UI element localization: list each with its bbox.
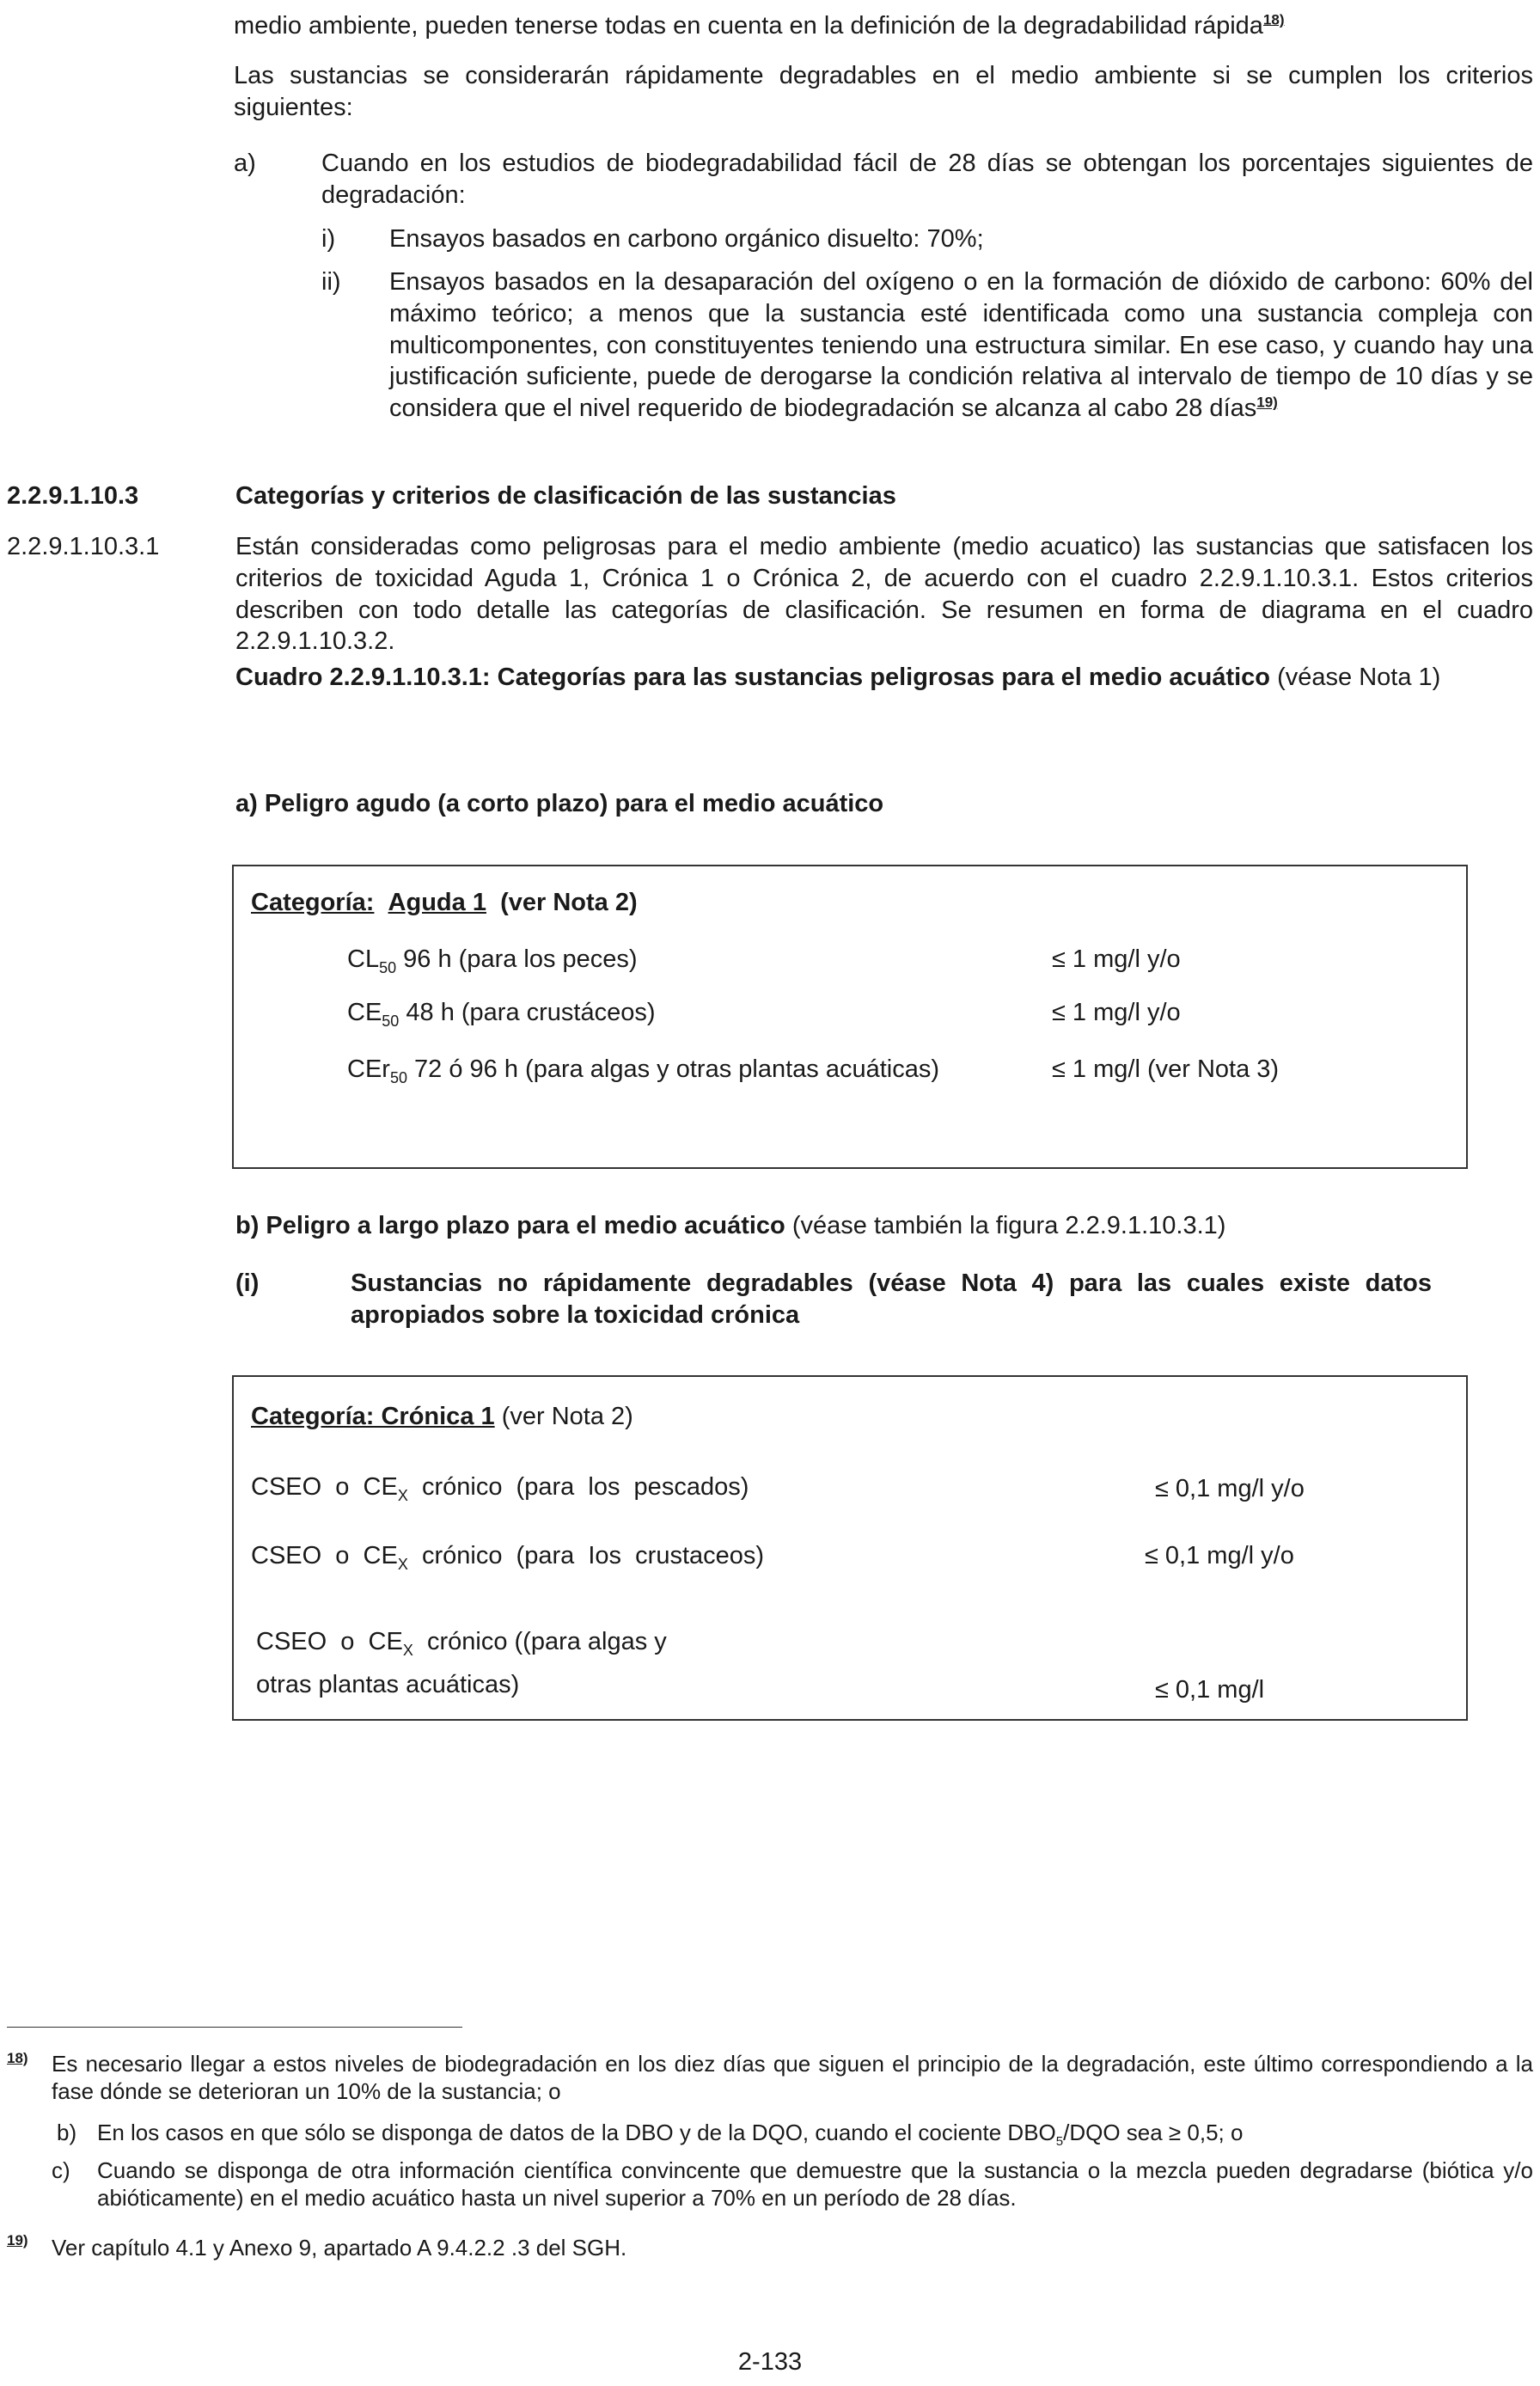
acute-heading: a) Peligro agudo (a corto plazo) para el medio acuático — [235, 790, 884, 817]
chronic-row-2-value: ≤ 0,1 mg/l y/o — [1145, 1540, 1294, 1572]
chronic-category-box — [232, 1375, 1468, 1721]
leq-icon: ≤ — [1052, 999, 1066, 1026]
acute-category-line: Categoría: Aguda 1 (ver Nota 2) — [251, 889, 638, 916]
list-text-ii: Ensayos basados en la desaparación del oxígeno o en la formación de dióxido de carbono: 60% del máximo teórico; a menos que la sustancia esté identificada como una sustancia compleja con multicomponentes, con constituyentes teniendo una estructura similar. En ese caso, y cuando hay una justificación suficiente, puede de derogarse la condición relativa al intervalo de tiempo de 10 días y se considera que el nivel requerido de biodegradación se alcanza al cabo 28 días$^{19)}$ — [389, 268, 1533, 423]
leq-icon: ≤ — [1155, 1676, 1169, 1704]
footnote-separator — [7, 2027, 462, 2028]
list-text-a: Cuando en los estudios de biodegradabilidad fácil de 28 días se obtengan los porcentajes siguientes de degradación: — [321, 150, 1533, 209]
chronic-category-line: Categoría: Crónica 1 (ver Nota 2) — [251, 1403, 633, 1430]
subsection-text: Están consideradas como peligrosas para el medio ambiente (medio acuatico) las sustancias que satisfacen los criterios de toxicidad Aguda 1, Crónica 1 o Crónica 2, de acuerdo con el cuadro 2.2.9.1.10.3.1. Estos criterios describen con todo detalle las categorías de clasificación. Se resumen en forma de diagrama en el cuadro 2.2.9.1.10.3.2. — [235, 533, 1533, 656]
intro-paragraph: Las sustancias se considerarán rápidamente degradables en el medio ambiente si se cumplen los criterios siguientes: — [234, 62, 1533, 121]
chronic-row-3-desc-2: otras plantas acuáticas) — [256, 1671, 520, 1698]
leq-icon: ≤ — [1145, 1542, 1158, 1569]
footnote-18-c-text: Cuando se disponga de otra información científica convincente que demuestre que la sustancia o la mezcla pueden degradarse (biótica y/o abióticamente) en el medio acuático hasta un nivel superior a 70% en un período de 28 días. — [97, 2157, 1533, 2211]
chronic-row-3-value: ≤ 0,1 mg/l — [1155, 1674, 1264, 1706]
subsection-number: 2.2.9.1.10.3.1 — [7, 533, 160, 560]
chronic-row-2-desc: CSEO o $CE_X$ crónico (para Ios crustaceos) — [251, 1542, 765, 1573]
acute-row-1-desc: $CL_{50}$ 96 h (para los peces) — [347, 945, 638, 976]
section-number: 2.2.9.1.10.3 — [7, 482, 139, 510]
chronic-i-text: Sustancias no rápidamente degradables (véase Nota 4) para las cuales existe datos apropiados sobre la toxicidad crónica — [351, 1269, 1432, 1329]
footnote-18-b-label: b) — [57, 2120, 77, 2145]
list-label-a: a) — [234, 150, 256, 177]
chronic-row-1-value: ≤ 0,1 mg/l y/o — [1155, 1473, 1305, 1505]
list-label-i: i) — [321, 225, 336, 253]
leq-icon: ≤ — [1052, 1055, 1066, 1083]
intro-line: medio ambiente, pueden tenerse todas en cuenta en la definición de la degradabilidad rápida$^{18)}$ — [234, 11, 1285, 40]
chronic-row-3-desc: CSEO o $CE_X$ crónico ((para algas y — [256, 1628, 667, 1659]
acute-category-box — [232, 865, 1468, 1169]
list-label-ii: ii) — [321, 268, 341, 296]
footnote-ref-19[interactable]: 19) — [1256, 394, 1278, 411]
footnote-18-mark: 18) — [7, 2050, 28, 2066]
chronic-row-1-desc: CSEO o $CE_X$ crónico (para los pescados) — [251, 1473, 749, 1504]
leq-icon: ≤ — [1155, 1475, 1169, 1502]
footnote-19-mark: 19) — [7, 2232, 28, 2248]
footnote-18-c-label: c) — [52, 2157, 70, 2183]
footnote-18-b-text: En los casos en que sólo se disponga de datos de la DBO y de la DQO, cuando el cociente $DBO_5$/DQO sea ≥ 0,5; o — [97, 2120, 1244, 2150]
page-number: 2-133 — [737, 2348, 803, 2376]
footnote-19-text: Ver capítulo 4.1 y Anexo 9, apartado A 9.4.2.2 .3 del SGH. — [52, 2235, 627, 2261]
acute-row-2-value: ≤ 1 mg/l y/o — [1052, 997, 1181, 1029]
acute-row-3-desc: CEr$_{50}$ 72 ó 96 h (para algas y otras plantas acuáticas) — [347, 1055, 940, 1086]
section-title: Categorías y criterios de clasificación de las sustancias — [235, 482, 896, 510]
acute-row-1-value: ≤ 1 mg/l y/o — [1052, 944, 1181, 976]
chronic-i-label: (i) — [235, 1269, 260, 1297]
leq-icon: ≤ — [1052, 945, 1066, 973]
footnote-18-text: Es necesario llegar a estos niveles de biodegradación en los diez días que siguen el principio de la degradación, este último correspondiendo a la fase dónde se deterioran un 10% de la sustancia; o — [52, 2051, 1533, 2104]
acute-row-3-value: ≤ 1 mg/l (ver Nota 3) — [1052, 1054, 1279, 1086]
footnote-ref-18[interactable]: 18) — [1262, 11, 1285, 28]
list-text-i: Ensayos basados en carbono orgánico disuelto: 70%; — [389, 225, 984, 253]
acute-row-2-desc: $CE_{50}$ 48 h (para crustáceos) — [347, 999, 656, 1030]
table-caption: Cuadro 2.2.9.1.10.3.1: Categorías para las sustancias peligrosas para el medio acuático (véase Nota 1) — [235, 664, 1441, 691]
chronic-heading: b) Peligro a largo plazo para el medio acuático (véase también la figura 2.2.9.1.10.3.1) — [235, 1212, 1226, 1239]
